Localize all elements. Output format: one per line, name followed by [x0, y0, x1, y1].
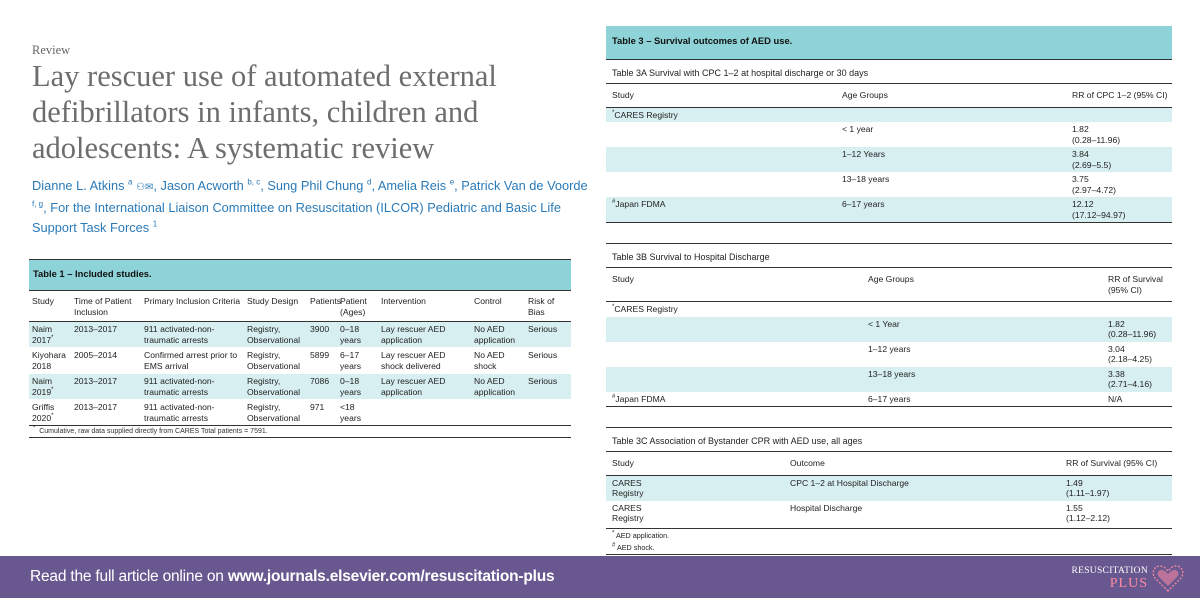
- footnote-text: AED application.: [615, 530, 670, 540]
- rr-cell: [1066, 197, 1172, 222]
- logo-wordmark-plus: PLUS: [1109, 576, 1148, 591]
- table-1-footnote: [29, 426, 571, 438]
- table-row: [606, 302, 1172, 317]
- study-name: Griffis 2020: [32, 402, 55, 423]
- study-name: Japan FDMA: [615, 199, 666, 209]
- study-cell: [606, 392, 862, 407]
- journal-url-link[interactable]: www.journals.elsevier.com/resuscitation-plus: [227, 568, 555, 585]
- person-icon: ⚇: [136, 182, 146, 193]
- age-group-cell: 6–17 years: [868, 393, 911, 404]
- table-3c-grid: [606, 452, 1172, 526]
- time-cell: 2013–2017: [71, 400, 141, 426]
- footnote-mark: *: [33, 425, 36, 432]
- footnote-mark: #: [612, 199, 616, 206]
- time-cell: 2013–2017: [71, 374, 141, 400]
- ci-value: (2.97–4.72): [1072, 184, 1116, 195]
- study-cell: [606, 302, 862, 317]
- rr-cell: [1102, 367, 1172, 392]
- ages-cell: 6–17 years: [337, 348, 378, 374]
- patients-cell: 5899: [307, 348, 337, 374]
- study-cell: [606, 317, 862, 342]
- table-3a-grid: [606, 84, 1172, 222]
- rr-value: 3.04: [1108, 343, 1125, 354]
- rr-cell: [1060, 501, 1172, 526]
- age-group-cell: 6–17 years: [836, 197, 1066, 222]
- bias-cell: Serious: [525, 348, 571, 374]
- author-affiliation: a: [128, 177, 133, 187]
- ages-cell: 0–18 years: [337, 374, 378, 400]
- table-row: [606, 501, 1172, 526]
- study-name: CARES Registry: [614, 304, 678, 314]
- author-affiliation: e: [449, 177, 455, 187]
- table-3a-header-row: [606, 84, 1172, 107]
- table-3b-header-row: [606, 268, 1172, 302]
- footnote-mark: *: [612, 530, 615, 537]
- table-row: [606, 342, 1172, 367]
- table-3b-title: Table 3B Survival to Hospital Discharge: [606, 243, 1172, 268]
- column-header: Study: [606, 268, 862, 302]
- control-cell: No AED application: [471, 374, 525, 400]
- column-header: RR of Survival (95% CI): [1102, 268, 1172, 302]
- table-row: [606, 317, 1172, 342]
- column-header: RR of Survival (95% CI): [1060, 452, 1172, 475]
- table-row: [606, 172, 1172, 197]
- age-group-cell: < 1 Year: [862, 317, 1102, 342]
- outcome-cell: Hospital Discharge: [790, 502, 863, 513]
- ci-value: (17.12–94.97): [1072, 209, 1126, 220]
- study-name-cont: Registry: [612, 488, 644, 498]
- table-3-caption: Table 3 – Survival outcomes of AED use.: [606, 26, 1172, 59]
- author-affiliation: d: [366, 177, 372, 187]
- study-name-cont: Registry: [612, 513, 644, 523]
- study-cell: [606, 197, 836, 222]
- column-header: RR of CPC 1–2 (95% CI): [1066, 84, 1172, 107]
- footnote-mark: *: [51, 412, 54, 419]
- author-name-link[interactable]: For the International Liaison Committee on Resuscitation (ILCOR) Pediatric and Basic Life Support Task Forces: [32, 200, 561, 235]
- rr-value: 1.49: [1066, 477, 1083, 488]
- column-header: Age Groups: [862, 268, 1102, 302]
- bias-cell: [525, 400, 571, 426]
- banner-text: [30, 568, 554, 586]
- criteria-cell: 911 activated-non-traumatic arrests: [141, 374, 244, 400]
- rr-cell: [1066, 122, 1172, 147]
- age-group-cell: < 1 year: [842, 124, 874, 134]
- author-name-link[interactable]: Jason Acworth: [160, 178, 244, 193]
- rr-cell: [1102, 302, 1172, 317]
- author-affiliation: b, c: [247, 177, 261, 187]
- age-group-cell: 13–18 years: [862, 367, 1102, 392]
- table-3c-header-row: [606, 452, 1172, 475]
- bias-cell: Serious: [525, 374, 571, 400]
- design-cell: Registry, Observational: [244, 322, 307, 348]
- study-cell: [606, 367, 862, 392]
- column-header: Time of Patient Inclusion: [71, 291, 141, 322]
- ci-value: (1.12–2.12): [1066, 513, 1110, 523]
- ci-value: (1.11–1.97): [1066, 488, 1110, 498]
- author-name-link[interactable]: Dianne L. Atkins: [32, 178, 125, 193]
- table-3c-title: Table 3C Association of Bystander CPR with AED use, all ages: [606, 427, 1172, 452]
- table-row: [29, 348, 571, 374]
- rr-cell: [1102, 317, 1172, 342]
- author-affiliation: 1: [152, 219, 158, 229]
- heart-icon: [1152, 564, 1184, 592]
- column-header: Outcome: [784, 452, 1060, 475]
- table-1: [29, 259, 571, 438]
- rr-cell: [1066, 147, 1172, 172]
- footnote: [606, 542, 1172, 554]
- author-name-link[interactable]: Patrick Van de Voorde: [461, 178, 588, 193]
- intervention-cell: [378, 400, 471, 426]
- ci-value: (2.18–4.25): [1108, 354, 1152, 364]
- column-header: Study: [29, 291, 71, 322]
- patients-cell: 971: [307, 400, 337, 426]
- study-cell: [29, 374, 71, 400]
- criteria-cell: Confirmed arrest prior to EMS arrival: [141, 348, 244, 374]
- study-name: Naim 2017: [32, 324, 53, 345]
- bias-cell: Serious: [525, 322, 571, 348]
- rr-value: 3.84: [1072, 149, 1089, 159]
- rr-value: 12.12: [1072, 199, 1094, 209]
- column-header: Age Groups: [836, 84, 1066, 107]
- rr-value: 1.82: [1072, 124, 1089, 134]
- footnote-mark: *: [51, 334, 54, 341]
- study-name: CARES: [612, 502, 642, 513]
- study-cell: [29, 348, 71, 374]
- footnote-mark: *: [612, 304, 615, 311]
- column-header: Study Design: [244, 291, 307, 322]
- column-header: Primary Inclusion Criteria: [141, 291, 244, 322]
- patients-cell: 7086: [307, 374, 337, 400]
- study-cell: [606, 147, 836, 172]
- criteria-cell: 911 activated-non-traumatic arrests: [141, 322, 244, 348]
- logo-wordmark-top: RESUSCITATION: [1071, 566, 1148, 576]
- age-group-cell: [836, 107, 1066, 122]
- email-icon[interactable]: ✉: [145, 182, 154, 193]
- criteria-cell: 911 activated-non-traumatic arrests: [141, 400, 244, 426]
- table-row: [29, 374, 571, 400]
- design-cell: Registry, Observational: [244, 400, 307, 426]
- study-name: CARES: [612, 477, 642, 488]
- age-group-cell: [862, 302, 1102, 317]
- table-row: [606, 367, 1172, 392]
- control-cell: [471, 400, 525, 426]
- study-cell: [606, 475, 784, 501]
- study-cell: [606, 342, 862, 367]
- age-group-cell: 1–12 Years: [836, 147, 1066, 172]
- ages-cell: 0–18 years: [337, 322, 378, 348]
- table-row: [606, 392, 1172, 407]
- rr-cell: [1060, 475, 1172, 501]
- time-cell: 2005–2014: [71, 348, 141, 374]
- table-3-footnotes: [606, 529, 1172, 554]
- table-1-header-row: [29, 291, 571, 322]
- study-name: Naim 2019: [32, 376, 53, 397]
- footnote-mark: #: [612, 393, 616, 400]
- author-affiliation: f, g: [32, 199, 44, 209]
- author-name-link[interactable]: Amelia Reis: [377, 178, 447, 193]
- study-cell: [606, 501, 784, 526]
- time-cell: 2013–2017: [71, 322, 141, 348]
- section-label: Review: [32, 43, 71, 57]
- table-1-grid: [29, 290, 571, 426]
- rr-value: 1.82: [1108, 318, 1125, 329]
- ci-value: (2.69–5.5): [1072, 159, 1112, 170]
- study-cell: [29, 322, 71, 348]
- column-header: Study: [606, 84, 836, 107]
- resuscitation-plus-logo: [1040, 562, 1192, 594]
- design-cell: Registry, Observational: [244, 348, 307, 374]
- column-header: Control: [471, 291, 525, 322]
- rr-value: 3.38: [1108, 368, 1125, 379]
- footnote-text: AED shock.: [616, 542, 655, 552]
- table-3a-title: Table 3A Survival with CPC 1–2 at hospital discharge or 30 days: [606, 59, 1172, 84]
- intervention-cell: Lay rescuer AED application: [378, 374, 471, 400]
- rr-value: 1.55: [1066, 502, 1083, 513]
- ages-cell: <18 years: [337, 400, 378, 426]
- study-cell: [606, 107, 836, 122]
- design-cell: Registry, Observational: [244, 374, 307, 400]
- footnote: [606, 530, 1172, 542]
- article-title: Lay rescuer use of automated external defibrillators in infants, children and adolescents: A systematic review: [32, 59, 497, 165]
- ci-value: (0.28–11.96): [1072, 134, 1121, 145]
- study-cell: [606, 172, 836, 197]
- ci-value: (0.28–11.96): [1108, 329, 1157, 339]
- column-header: Study: [606, 452, 784, 475]
- table-1-caption: Table 1 – Included studies.: [29, 259, 571, 290]
- column-header: Intervention: [378, 291, 471, 322]
- age-group-cell: 13–18 years: [842, 174, 890, 184]
- table-3: [606, 26, 1172, 555]
- intervention-cell: Lay rescuer AED shock delivered: [378, 348, 471, 374]
- footnote-mark: *: [612, 109, 615, 116]
- column-header: Patients: [307, 291, 337, 322]
- study-cell: [29, 400, 71, 426]
- table-3b-grid: [606, 268, 1172, 406]
- table-row: [606, 147, 1172, 172]
- table-row: [606, 475, 1172, 501]
- intervention-cell: Lay rescuer AED application: [378, 322, 471, 348]
- column-header: Risk of Bias: [525, 291, 571, 322]
- rr-cell: [1066, 107, 1172, 122]
- rr-cell: [1066, 172, 1172, 197]
- study-name: Kiyohara 2018: [32, 350, 66, 371]
- patients-cell: 3900: [307, 322, 337, 348]
- study-cell: [606, 122, 836, 147]
- table-row: [29, 322, 571, 348]
- rr-cell: [1102, 342, 1172, 367]
- table-row: [606, 122, 1172, 147]
- footnote-mark: *: [51, 386, 54, 393]
- promo-banner: [0, 556, 1200, 598]
- footnote-text: Cumulative, raw data supplied directly from CARES Total patients = 7591.: [39, 428, 268, 435]
- table-row: [606, 197, 1172, 222]
- age-group-cell: 1–12 years: [868, 343, 911, 354]
- table-row: [29, 400, 571, 426]
- banner-prefix: Read the full article online on: [30, 568, 228, 585]
- ci-value: (2.71–4.16): [1108, 379, 1152, 389]
- table-row: [606, 107, 1172, 122]
- rr-value: N/A: [1108, 393, 1123, 404]
- study-name: CARES Registry: [614, 109, 678, 120]
- author-list: Dianne L. Atkins $^a$ ⚇✉, Jason Acworth $^{b, c}$, Sung Phil Chung $^d$, Amelia Reis $^e$, Patrick Van de Voorde $^{f, g}$, For the International Liaison Committee on Resuscitation (ILCOR) Pediatric and Basic Life Support Task Forces $^1$: [32, 177, 588, 235]
- column-header: Patient (Ages): [337, 291, 378, 322]
- author-name-link[interactable]: Sung Phil Chung: [267, 178, 364, 193]
- control-cell: No AED shock: [471, 348, 525, 374]
- study-name: Japan FDMA: [615, 393, 666, 404]
- rr-cell: [1102, 392, 1172, 407]
- control-cell: No AED application: [471, 322, 525, 348]
- footnote-mark: #: [612, 542, 616, 549]
- outcome-cell: CPC 1–2 at Hospital Discharge: [784, 475, 1060, 501]
- rr-value: 3.75: [1072, 174, 1089, 184]
